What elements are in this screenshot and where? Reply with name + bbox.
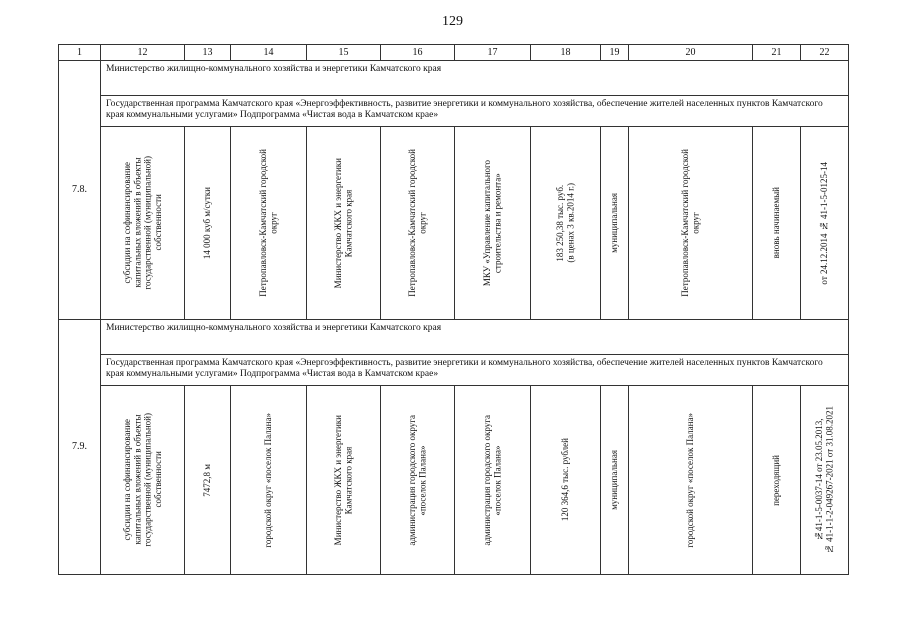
program-name: Государственная программа Камчатского края «Энергоэффективность, развитие энергетики и коммунального хозяйства, обеспечение жителей населенных пунктов Камчатского края коммунальными услугами» Подпрограмма «Чистая вода в Камчатском крае» (101, 96, 849, 127)
cell-ownership: муниципальная (601, 386, 629, 575)
col-header: 1 (59, 45, 101, 61)
cell-recipient: администрация городского округа «поселок Палана» (381, 386, 455, 575)
program-name: Государственная программа Камчатского края «Энергоэффективность, развитие энергетики и коммунального хозяйства, обеспечение жителей населенных пунктов Камчатского края коммунальными услугами» Подпрограмма «Чистая вода в Камчатском крае» (101, 355, 849, 386)
row-number: 7.8. (59, 61, 101, 320)
cell-recipient: Петропавловск-Камчатский городской округ (381, 127, 455, 320)
ministry-name: Министерство жилищно-коммунального хозяйства и энергетики Камчатского края (101, 320, 849, 355)
col-header: 20 (629, 45, 753, 61)
cell-responsible: Министерство ЖКХ и энергетики Камчатского края (307, 127, 381, 320)
cell-status: вновь начинаемый (753, 127, 801, 320)
cell-responsible: Министерство ЖКХ и энергетики Камчатского края (307, 386, 381, 575)
cell-owner: Петропавловск-Камчатский городской округ (629, 127, 753, 320)
ministry-name: Министерство жилищно-коммунального хозяйства и энергетики Камчатского края (101, 61, 849, 96)
cell-funding-type: субсидии на софинансирование капитальных вложений в объекты государственной (муниципальной) собственности (101, 386, 185, 575)
col-header: 21 (753, 45, 801, 61)
detail-row (59, 127, 849, 320)
cell-location: Петропавловск-Камчатский городской округ (231, 127, 307, 320)
col-header: 19 (601, 45, 629, 61)
cell-expertise: №41-1-5-0037-14 от 23.05.2013, № 41-1-1-2-049267-2021 от 31.08.2021 (801, 386, 849, 575)
program-row (59, 96, 849, 127)
cell-expertise: от 24.12.2014 № 41-1-5-0125-14 (801, 127, 849, 320)
cell-funding-type: субсидии на софинансирование капитальных вложений в объекты государственной (муниципальной) собственности (101, 127, 185, 320)
ministry-row (59, 320, 849, 355)
cell-ownership: муниципальная (601, 127, 629, 320)
col-header: 13 (185, 45, 231, 61)
project-table (58, 44, 849, 575)
program-row (59, 355, 849, 386)
cell-customer: администрация городского округа «поселок Палана» (455, 386, 531, 575)
col-header: 14 (231, 45, 307, 61)
ministry-row (59, 61, 849, 96)
col-header: 16 (381, 45, 455, 61)
col-header: 12 (101, 45, 185, 61)
detail-row (59, 386, 849, 575)
cell-cost: 183 250,38 тыс. руб. (в ценах 3 кв.2014 г.) (531, 127, 601, 320)
header-row (59, 45, 849, 61)
cell-capacity: 7472,8 м (185, 386, 231, 575)
cell-capacity: 14 000 куб м/сутки (185, 127, 231, 320)
col-header: 15 (307, 45, 381, 61)
cell-location: городской округ «поселок Палана» (231, 386, 307, 575)
col-header: 22 (801, 45, 849, 61)
col-header: 18 (531, 45, 601, 61)
cell-customer: МКУ «Управление капитального строительства и ремонта» (455, 127, 531, 320)
cell-cost: 120 364,6 тыс. рублей (531, 386, 601, 575)
col-header: 17 (455, 45, 531, 61)
cell-owner: городской округ «поселок Палана» (629, 386, 753, 575)
row-number: 7.9. (59, 320, 101, 575)
page-number: 129 (442, 14, 463, 29)
cell-status: переходящий (753, 386, 801, 575)
